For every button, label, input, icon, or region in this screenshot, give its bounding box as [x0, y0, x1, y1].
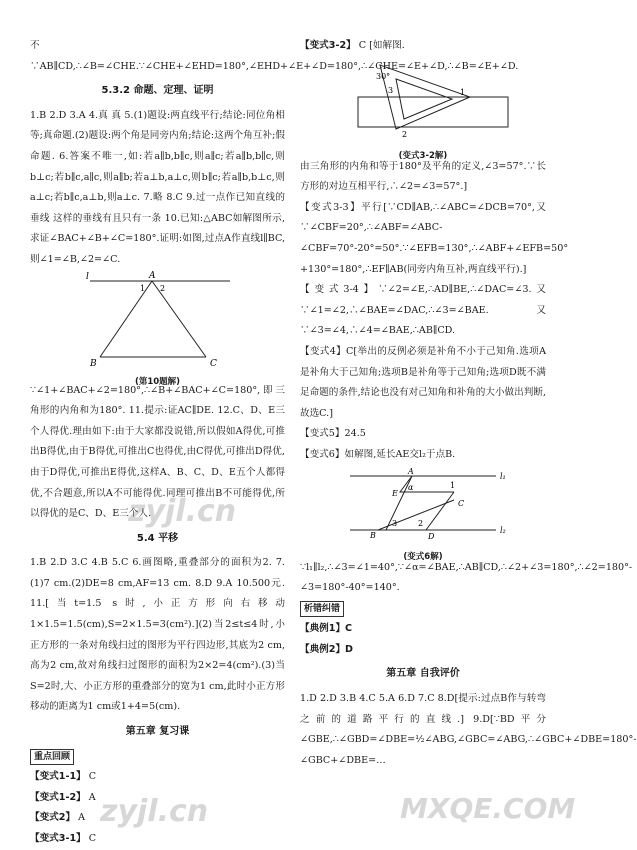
- example-1: 【典例1】C: [300, 623, 353, 635]
- label-30: 30°: [376, 71, 391, 81]
- variant-3-3: 【变式3-3】平行[∵CD∥AB,∴∠ABC=∠DCB=70°,又∵∠CBF=20°,∴∠ABF=∠ABC-∠CBF=70°-20°=50°.∵∠EFB=130°,∴∠ABF+∠EFB=50°+130°=180°,∴EF∥AB(同旁内角互补,两直线平行).]: [300, 201, 569, 275]
- right-paragraph-2: ∵l₁∥l₂,∴∠3=∠1=40°,∵∠α=∠BAE,∴AB∥CD,∴∠2+∠3=180°,∴∠2=180°-∠3=180°-40°=140°.: [300, 561, 633, 594]
- right-column: [300, 36, 637, 771]
- label-3: 3: [392, 518, 398, 528]
- right-paragraph-1: 由三角形的内角和等于180°及平角的定义,∠3=57°.∵长方形的对边互相平行,∴∠2=∠3=57°.]: [300, 160, 546, 193]
- figure-6: [300, 466, 546, 563]
- label-alpha: α: [408, 482, 414, 492]
- variant-3-4: 【变式3-4】∵∠2=∠E,∴AD∥BE,∴∠DAC=∠3.又∵∠1=∠2,∴∠BAE=∠DAC,∴∠3=∠BAE.又∵∠3=∠4,∴∠4=∠BAE,∴AB∥CD.: [300, 284, 546, 337]
- variant-3-2: 【变式3-2】 C [如解图.: [300, 40, 405, 51]
- label-1: 1: [140, 283, 146, 293]
- label-l: l: [86, 271, 89, 282]
- variant-item: 【变式2】 A: [30, 812, 86, 824]
- label-1: 1: [450, 480, 456, 490]
- right-paragraph-3: 1.D 2.D 3.B 4.C 5.A 6.D 7.C 8.D[提示:过点B作与转弯之前的道路平行的直线.] 9.D[∵BD平分∠GBE,∴∠GBD=∠DBE=½∠ABG,∠GBC=∠ABG,∴∠GBC+∠DBE=180°-∠GBC+∠DBE=…: [300, 693, 637, 766]
- label-a: A: [408, 466, 414, 476]
- figure-3-2-caption: (变式3-2解): [398, 151, 448, 162]
- chapter-review-heading: 第五章 复习课: [125, 726, 190, 738]
- segment-bc: [378, 500, 454, 530]
- label-l1: l₁: [500, 471, 506, 481]
- label-1: 1: [460, 87, 466, 97]
- left-paragraph-1: 不∵AB∥CD,∴∠B=∠CHE.∵∠CHE+∠EHD=180°,∠EHD+∠E+∠D=180°,∴∠CHE=∠E+∠D,∴∠B=∠E+∠D.: [30, 40, 519, 72]
- left-paragraph-4: 1.B 2.D 3.C 4.B 5.C 6.画图略,重叠部分的面积为2. 7.(1)7 cm.(2)DE=8 cm,AF=13 cm. 8.D 9.A 10.500元. 11.[当t=1.5 s时,小正方形向右移动1×1.5=1.5(cm),S=2×1.5=3(cm²).](2)当2≤t≤4时,小正方形的一条对角线扫过的图形为平行四边形,其底为2 cm,高为2 cm,故对角线扫过图形的面积为2×2=4(cm²).(3)当S=2时,大、小正方形的重叠部分的宽为1 cm,此时小正方形移动的距离为1 cm或1+4=5(cm).: [30, 557, 285, 713]
- label-3: 3: [388, 85, 394, 95]
- figure-10-caption: (第10题解): [134, 377, 181, 388]
- parallel-lines-diagram: [300, 466, 546, 542]
- section-heading-5-3-2: 5.3.2 命题、定理、证明: [101, 85, 214, 97]
- set-square-diagram: [300, 57, 546, 141]
- left-paragraph-2: 1.B 2.D 3.A 4.真 真 5.(1)题设:两直线平行;结论:同位角相等;真命题.(2)题设:两个角是同旁内角;结论:这两个角互补;假命题. 6.答案不唯一,如:若a∥b,b∥c,则a∥c;若a∥b,b∥c,则b⊥c;若b∥c,a∥c,则a∥b;若a⊥b,a⊥c,则b∥c;若a∥b,b⊥c,则a⊥c;若b∥c,a⊥b,则a⊥c. 7.略 8.C 9.过一点作已知直线的垂线 这样的垂线有且只有一条 10.已知:△ABC如解图所示,求证∠BAC+∠B+∠C=180°.证明:如图,过点A作直线l∥BC,则∠1=∠B,∠2=∠C.: [30, 109, 285, 265]
- focus-review-label: 重点回顾: [30, 749, 74, 765]
- variant-item: 【变式3-1】 C: [30, 833, 97, 844]
- label-b: B: [370, 530, 376, 540]
- focus-review-box: [30, 747, 285, 768]
- variant-6: 【变式6】如解图,延长AE交l₂于点B.: [300, 448, 456, 460]
- left-paragraph-3: ∵∠1+∠BAC+∠2=180°,∴∠B+∠BAC+∠C=180°,即三角形的内角和为180°. 11.提示:证AC∥DE. 12.C、D、E三个人得优.理由如下:由于大家都没说错,所以假如A得优,可推出B得优,由于B得优,可推出C也得优,由C得优,可推出D得优,由于D得优,可推出E得优,这样A、B、C、D、E五个人都得优,不合题意,所以A不可能得优.同理可推出B不可能得优,所以得优的是C、D、E三个人.: [30, 384, 285, 520]
- segment-cd: [426, 492, 454, 530]
- label-2: 2: [402, 129, 408, 139]
- label-c: C: [210, 358, 217, 369]
- variant-item: 【变式1-2】 A: [30, 791, 96, 803]
- analysis-box: [300, 599, 546, 620]
- triangle-diagram: [30, 271, 285, 367]
- label-a: A: [149, 270, 156, 281]
- variant-5: 【变式5】24.5: [300, 428, 366, 440]
- label-l2: l₂: [500, 525, 506, 535]
- variant-4: 【变式4】C[举出的反例必须是补角不小于己知角.选项A是补角大于己知角;选项B是补角等于己知角;选项D既不满足命题的条件,结论也没有对己知角和补角的大小做出判断,故选C.]: [300, 345, 546, 419]
- figure-10: [30, 270, 285, 388]
- label-c: C: [458, 498, 465, 508]
- label-d: D: [428, 531, 435, 541]
- set-square-inner: [396, 79, 452, 119]
- label-2: 2: [418, 518, 424, 528]
- label-b: B: [90, 358, 97, 369]
- self-evaluation-heading: 第五章 自我评价: [386, 668, 460, 680]
- analysis-label: 析错纠错: [300, 601, 344, 617]
- watermark-3: MXQE.COM: [400, 792, 576, 825]
- ruler-rect: [358, 97, 508, 127]
- label-e: E: [392, 488, 398, 498]
- watermark-1: zyjl.cn: [128, 494, 237, 529]
- figure-6-caption: (变式6解): [403, 552, 443, 563]
- example-2: 【典例2】D: [300, 643, 354, 655]
- watermark-2: zyjl.cn: [100, 794, 209, 829]
- label-2: 2: [160, 283, 166, 293]
- figure-3-2: [300, 57, 546, 162]
- variant-item: 【变式1-1】 C: [30, 771, 97, 783]
- section-heading-5-4: 5.4 平移: [136, 532, 179, 544]
